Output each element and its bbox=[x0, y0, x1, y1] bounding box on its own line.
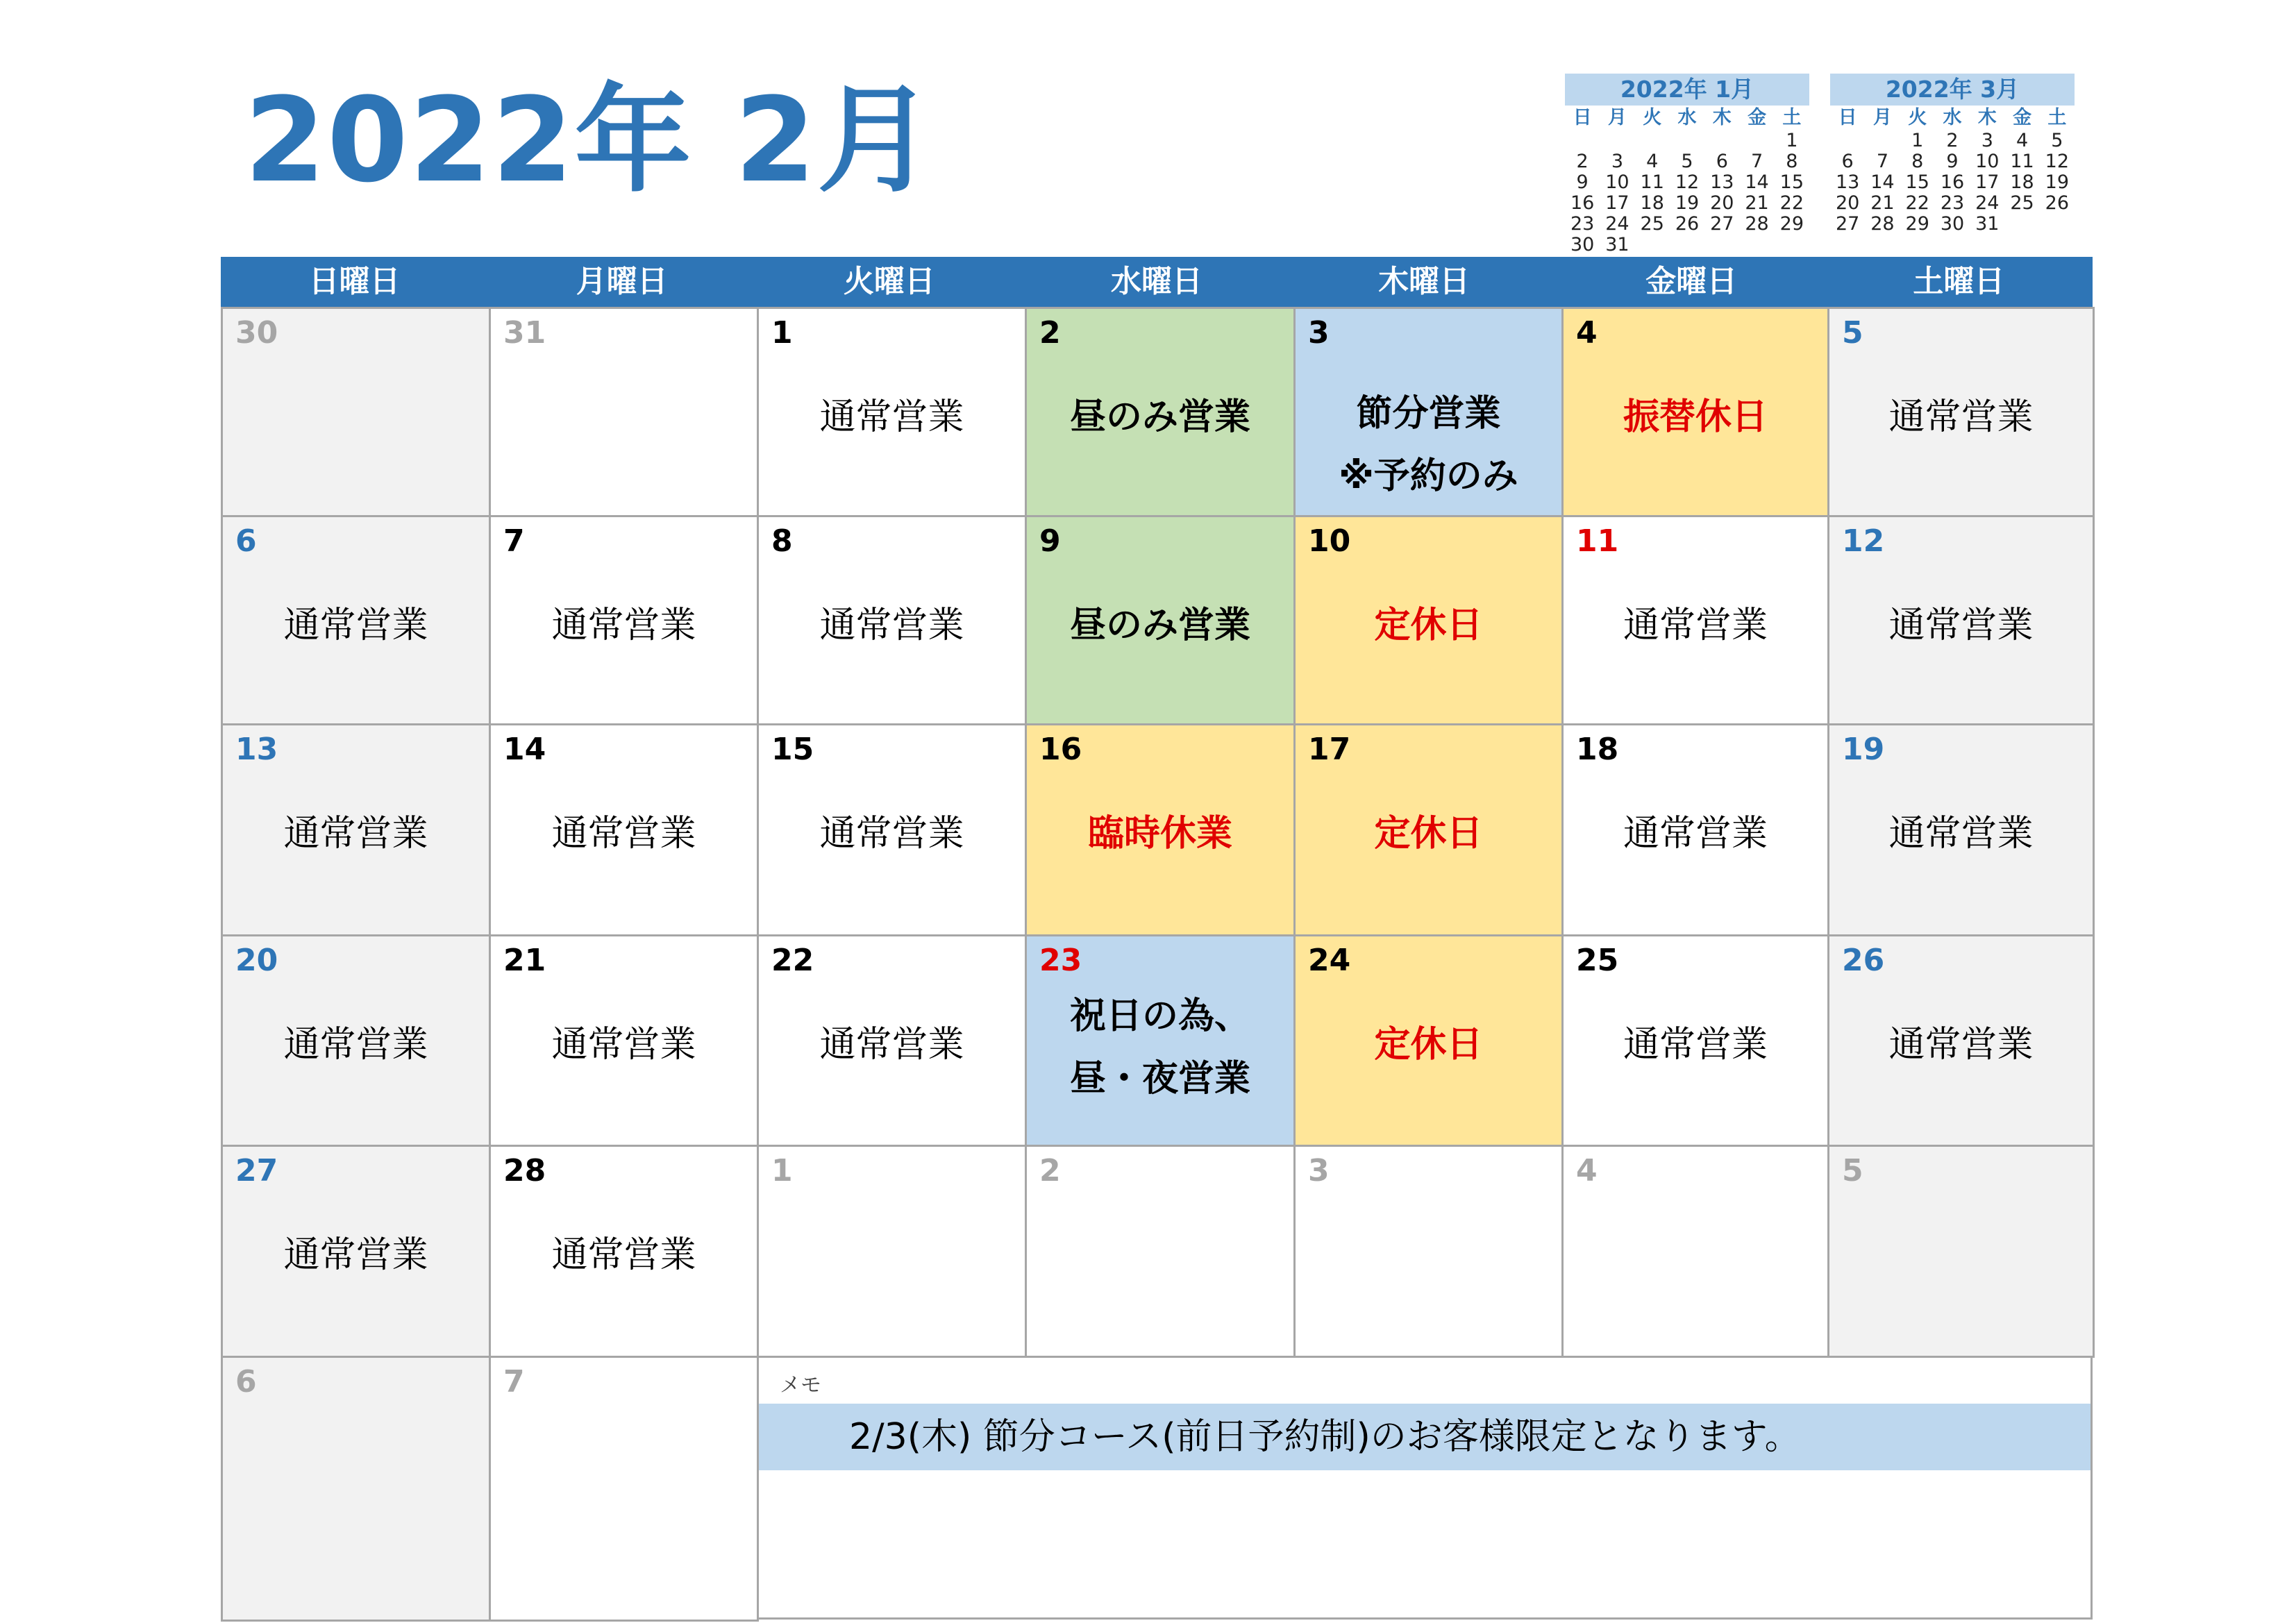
mini-day: 29 bbox=[1779, 213, 1804, 235]
day-cell[interactable] bbox=[1293, 934, 1564, 1147]
mini-day: 19 bbox=[2045, 171, 2070, 193]
mini-weekday-label: 土 bbox=[1782, 107, 1802, 128]
day-number: 2 bbox=[1039, 315, 1061, 351]
mini-day: 8 bbox=[1786, 151, 1798, 172]
day-number: 28 bbox=[503, 1153, 546, 1188]
day-number: 25 bbox=[1576, 943, 1619, 978]
day-cell[interactable] bbox=[221, 1145, 491, 1358]
day-cell[interactable] bbox=[1293, 515, 1564, 725]
day-status-line: 通常営業 bbox=[1888, 605, 2034, 646]
weekday-header bbox=[221, 257, 2093, 307]
day-status bbox=[1564, 376, 1827, 459]
day-cell[interactable] bbox=[221, 307, 491, 517]
mini-day: 21 bbox=[1745, 192, 1769, 214]
day-number: 23 bbox=[1039, 943, 1082, 978]
day-cell[interactable] bbox=[1293, 1145, 1564, 1358]
weekday-label: 土曜日 bbox=[1913, 264, 2005, 299]
mini-calendar-days bbox=[1830, 106, 2075, 235]
day-cell[interactable] bbox=[1827, 1145, 2095, 1358]
mini-day: 17 bbox=[1975, 171, 2000, 193]
day-status bbox=[223, 1213, 489, 1297]
mini-day: 14 bbox=[1745, 171, 1769, 193]
day-cell[interactable] bbox=[1561, 723, 1829, 936]
mini-weekday-label: 月 bbox=[1872, 107, 1892, 128]
day-status bbox=[1829, 376, 2093, 459]
mini-day: 7 bbox=[1876, 151, 1889, 172]
day-number: 19 bbox=[1842, 732, 1885, 767]
mini-day: 23 bbox=[1570, 213, 1595, 235]
calendar-title: 2022年 2月 bbox=[244, 72, 935, 208]
weekday-label: 日曜日 bbox=[308, 264, 401, 299]
mini-day bbox=[1670, 131, 1704, 151]
mini-day: 11 bbox=[2010, 151, 2034, 172]
day-status bbox=[491, 1213, 757, 1297]
day-status bbox=[759, 1003, 1025, 1086]
mini-day bbox=[1670, 235, 1704, 255]
day-cell[interactable] bbox=[757, 1145, 1027, 1358]
mini-day: 4 bbox=[1646, 151, 1659, 172]
weekday-label: 金曜日 bbox=[1645, 264, 1738, 299]
mini-day: 31 bbox=[1605, 234, 1629, 255]
mini-day: 27 bbox=[1835, 213, 1860, 235]
day-number: 16 bbox=[1039, 732, 1082, 767]
mini-day: 27 bbox=[1710, 213, 1734, 235]
day-status-line: 定休日 bbox=[1374, 605, 1483, 646]
day-cell[interactable] bbox=[1827, 723, 2095, 936]
mini-day: 5 bbox=[1681, 151, 1693, 172]
mini-day: 15 bbox=[1905, 171, 1929, 193]
mini-day: 15 bbox=[1779, 171, 1804, 193]
day-status-line: 通常営業 bbox=[819, 396, 964, 438]
day-status bbox=[1829, 584, 2093, 667]
day-status-line: 通常営業 bbox=[1888, 396, 2034, 438]
day-status bbox=[1296, 792, 1561, 875]
mini-day: 17 bbox=[1605, 192, 1629, 214]
day-number: 26 bbox=[1842, 943, 1885, 978]
day-status-line: 定休日 bbox=[1374, 813, 1483, 855]
day-number: 15 bbox=[771, 732, 814, 767]
day-number: 20 bbox=[235, 943, 278, 978]
day-cell[interactable] bbox=[489, 1356, 759, 1622]
day-number: 17 bbox=[1308, 732, 1351, 767]
day-number: 18 bbox=[1576, 732, 1619, 767]
day-cell[interactable] bbox=[1025, 723, 1296, 936]
mini-weekday-label: 金 bbox=[1748, 107, 1767, 128]
day-cell[interactable] bbox=[1025, 515, 1296, 725]
mini-calendar-january bbox=[1565, 74, 1809, 255]
mini-weekday-label: 木 bbox=[1712, 107, 1732, 128]
mini-day: 5 bbox=[2051, 130, 2063, 151]
day-number: 12 bbox=[1842, 523, 1885, 559]
day-status-line: 通常営業 bbox=[1888, 813, 2034, 855]
day-status bbox=[491, 1003, 757, 1086]
day-number: 3 bbox=[1308, 315, 1330, 351]
mini-day: 2 bbox=[1946, 130, 1959, 151]
mini-day: 14 bbox=[1870, 171, 1895, 193]
mini-day bbox=[1830, 131, 1865, 151]
day-cell[interactable] bbox=[1025, 307, 1296, 517]
mini-day: 23 bbox=[1940, 192, 1965, 214]
day-status bbox=[1564, 584, 1827, 667]
mini-day bbox=[1775, 235, 1809, 255]
day-number: 14 bbox=[503, 732, 546, 767]
mini-day: 12 bbox=[1675, 171, 1700, 193]
day-status bbox=[1027, 376, 1293, 459]
day-cell[interactable] bbox=[221, 1356, 491, 1622]
day-cell[interactable] bbox=[221, 723, 491, 936]
day-status-line: 昼のみ営業 bbox=[1069, 396, 1250, 438]
day-status bbox=[491, 792, 757, 875]
day-cell[interactable] bbox=[489, 934, 759, 1147]
mini-day: 6 bbox=[1841, 151, 1854, 172]
mini-day: 13 bbox=[1835, 171, 1860, 193]
day-status bbox=[759, 376, 1025, 459]
mini-weekday-label: 金 bbox=[2013, 107, 2032, 128]
mini-day: 22 bbox=[1779, 192, 1804, 214]
day-status-line: 臨時休業 bbox=[1087, 813, 1232, 855]
mini-day: 20 bbox=[1835, 192, 1860, 214]
mini-day: 31 bbox=[1975, 213, 2000, 235]
day-status-line: 通常営業 bbox=[551, 1024, 696, 1066]
mini-calendar-title: 2022年 1月 bbox=[1565, 74, 1809, 106]
mini-day: 10 bbox=[1975, 151, 2000, 172]
mini-weekday-label: 火 bbox=[1908, 107, 1927, 128]
day-status-line: 通常営業 bbox=[1623, 813, 1768, 855]
mini-day bbox=[1635, 131, 1670, 151]
day-status-line: 昼・夜営業 bbox=[1069, 1058, 1250, 1100]
mini-day bbox=[1739, 131, 1774, 151]
mini-day bbox=[1865, 131, 1900, 151]
mini-day: 24 bbox=[1975, 192, 2000, 214]
day-cell[interactable] bbox=[1293, 723, 1564, 936]
day-cell[interactable] bbox=[757, 515, 1027, 725]
mini-day: 25 bbox=[2010, 192, 2034, 214]
day-status bbox=[491, 584, 757, 667]
mini-weekday-label: 日 bbox=[1573, 107, 1592, 128]
day-cell[interactable] bbox=[1025, 1145, 1296, 1358]
day-number: 24 bbox=[1308, 943, 1351, 978]
mini-calendar-days bbox=[1565, 106, 1809, 255]
day-cell[interactable] bbox=[221, 515, 491, 725]
day-status bbox=[759, 792, 1025, 875]
mini-day: 18 bbox=[1640, 192, 1664, 214]
day-status-line: 通常営業 bbox=[283, 813, 428, 855]
day-status-line: 定休日 bbox=[1374, 1024, 1483, 1066]
day-cell[interactable] bbox=[489, 307, 759, 517]
day-status bbox=[1564, 792, 1827, 875]
day-status-line: 振替休日 bbox=[1623, 396, 1768, 438]
day-status bbox=[1564, 1003, 1827, 1086]
day-status bbox=[1027, 792, 1293, 875]
day-cell[interactable] bbox=[757, 307, 1027, 517]
day-status bbox=[1296, 1003, 1561, 1086]
weekday-label: 木曜日 bbox=[1378, 264, 1470, 299]
day-number: 31 bbox=[503, 315, 546, 351]
day-status-line: 節分営業 bbox=[1356, 393, 1501, 435]
mini-weekday-label: 日 bbox=[1838, 107, 1857, 128]
day-number: 7 bbox=[503, 523, 525, 559]
mini-day: 12 bbox=[2045, 151, 2070, 172]
mini-day: 16 bbox=[1570, 192, 1595, 214]
mini-weekday-label: 水 bbox=[1943, 107, 1962, 128]
day-cell[interactable] bbox=[1561, 934, 1829, 1147]
day-cell[interactable] bbox=[1025, 934, 1296, 1147]
day-number: 21 bbox=[503, 943, 546, 978]
mini-weekday-label: 水 bbox=[1677, 107, 1697, 128]
calendar-grid bbox=[221, 307, 2093, 1620]
day-cell[interactable] bbox=[1827, 307, 2095, 517]
mini-day bbox=[1635, 235, 1670, 255]
mini-calendar-title: 2022年 3月 bbox=[1830, 74, 2075, 106]
mini-day bbox=[1704, 131, 1739, 151]
day-status-line: 通常営業 bbox=[551, 1234, 696, 1276]
mini-day bbox=[1600, 131, 1634, 151]
day-cell[interactable] bbox=[1827, 934, 2095, 1147]
day-number: 1 bbox=[771, 1153, 793, 1188]
day-cell[interactable] bbox=[1561, 1145, 1829, 1358]
mini-day: 7 bbox=[1750, 151, 1763, 172]
mini-day: 28 bbox=[1745, 213, 1769, 235]
mini-day: 30 bbox=[1940, 213, 1965, 235]
day-number: 9 bbox=[1039, 523, 1061, 559]
day-cell[interactable] bbox=[1561, 515, 1829, 725]
day-status-line: 昼のみ営業 bbox=[1069, 605, 1250, 646]
mini-day bbox=[1565, 131, 1600, 151]
day-cell[interactable] bbox=[489, 723, 759, 936]
mini-day: 16 bbox=[1940, 171, 1965, 193]
day-status bbox=[223, 584, 489, 667]
mini-day: 9 bbox=[1576, 171, 1589, 193]
memo-label: メモ bbox=[780, 1373, 821, 1397]
day-number: 6 bbox=[235, 1364, 257, 1399]
day-status-line: 祝日の為、 bbox=[1069, 995, 1250, 1037]
mini-day: 11 bbox=[1640, 171, 1664, 193]
day-number: 4 bbox=[1576, 315, 1598, 351]
day-number: 4 bbox=[1576, 1153, 1598, 1188]
mini-day: 13 bbox=[1710, 171, 1734, 193]
day-cell[interactable] bbox=[221, 934, 491, 1147]
mini-weekday-label: 火 bbox=[1643, 107, 1662, 128]
day-number: 6 bbox=[235, 523, 257, 559]
day-status-line: 通常営業 bbox=[819, 1024, 964, 1066]
day-number: 3 bbox=[1308, 1153, 1330, 1188]
day-number: 1 bbox=[771, 315, 793, 351]
day-number: 11 bbox=[1576, 523, 1619, 559]
mini-day bbox=[2004, 214, 2039, 235]
day-status-line: 通常営業 bbox=[283, 1024, 428, 1066]
mini-day: 20 bbox=[1710, 192, 1734, 214]
mini-weekday-label: 土 bbox=[2047, 107, 2067, 128]
day-number: 27 bbox=[235, 1153, 278, 1188]
mini-day: 22 bbox=[1905, 192, 1929, 214]
mini-day: 6 bbox=[1716, 151, 1728, 172]
mini-day: 8 bbox=[1911, 151, 1924, 172]
day-cell[interactable] bbox=[757, 723, 1027, 936]
mini-day: 3 bbox=[1611, 151, 1624, 172]
day-status-line: 通常営業 bbox=[283, 1234, 428, 1276]
mini-day: 21 bbox=[1870, 192, 1895, 214]
day-status bbox=[1829, 792, 2093, 875]
day-status bbox=[223, 792, 489, 875]
mini-day: 30 bbox=[1570, 234, 1595, 255]
memo-note: 2/3(木) 節分コース(前日予約制)のお客様限定となります。 bbox=[759, 1404, 2090, 1470]
mini-weekday-label: 木 bbox=[1977, 107, 1997, 128]
mini-day bbox=[2040, 214, 2075, 235]
month-calendar bbox=[221, 257, 2093, 1620]
day-cell[interactable] bbox=[489, 1145, 759, 1358]
day-status-line: 通常営業 bbox=[551, 605, 696, 646]
mini-day: 4 bbox=[2016, 130, 2029, 151]
day-number: 2 bbox=[1039, 1153, 1061, 1188]
day-status bbox=[1829, 1003, 2093, 1086]
day-number: 10 bbox=[1308, 523, 1351, 559]
mini-weekday-label: 月 bbox=[1607, 107, 1627, 128]
day-cell[interactable] bbox=[1561, 307, 1829, 517]
day-status-line: 通常営業 bbox=[1623, 1024, 1768, 1066]
day-number: 8 bbox=[771, 523, 793, 559]
weekday-label: 月曜日 bbox=[576, 264, 668, 299]
day-number: 5 bbox=[1842, 1153, 1863, 1188]
day-status bbox=[1027, 584, 1293, 667]
weekday-label: 火曜日 bbox=[843, 264, 935, 299]
day-cell[interactable] bbox=[1293, 307, 1564, 517]
day-number: 7 bbox=[503, 1364, 525, 1399]
day-status bbox=[223, 1003, 489, 1086]
mini-day: 19 bbox=[1675, 192, 1700, 214]
day-status-line: 通常営業 bbox=[819, 605, 964, 646]
day-cell[interactable] bbox=[1827, 515, 2095, 725]
mini-day bbox=[1739, 235, 1774, 255]
day-cell[interactable] bbox=[489, 515, 759, 725]
memo-area[interactable] bbox=[757, 1356, 2093, 1620]
day-status-line: 通常営業 bbox=[819, 813, 964, 855]
day-cell[interactable] bbox=[757, 934, 1027, 1147]
mini-day: 26 bbox=[2045, 192, 2070, 214]
day-status-line: 通常営業 bbox=[1888, 1024, 2034, 1066]
mini-day: 1 bbox=[1786, 130, 1798, 151]
day-status bbox=[1296, 584, 1561, 667]
mini-day: 25 bbox=[1640, 213, 1664, 235]
mini-day: 18 bbox=[2010, 171, 2034, 193]
mini-day: 1 bbox=[1911, 130, 1924, 151]
mini-day: 26 bbox=[1675, 213, 1700, 235]
weekday-label: 水曜日 bbox=[1110, 264, 1203, 299]
mini-day bbox=[1704, 235, 1739, 255]
day-status-line: 通常営業 bbox=[283, 605, 428, 646]
mini-day: 9 bbox=[1946, 151, 1959, 172]
day-status bbox=[1027, 964, 1293, 1131]
day-status bbox=[759, 584, 1025, 667]
day-number: 5 bbox=[1842, 315, 1863, 351]
mini-day: 3 bbox=[1981, 130, 1993, 151]
day-number: 22 bbox=[771, 943, 814, 978]
mini-calendar-march bbox=[1830, 74, 2075, 235]
mini-day: 10 bbox=[1605, 171, 1629, 193]
mini-day: 29 bbox=[1905, 213, 1929, 235]
day-status-line: ※予約のみ bbox=[1339, 455, 1518, 497]
mini-day: 2 bbox=[1576, 151, 1589, 172]
day-number: 30 bbox=[235, 315, 278, 351]
day-status-line: 通常営業 bbox=[551, 813, 696, 855]
day-number: 13 bbox=[235, 732, 278, 767]
mini-day: 28 bbox=[1870, 213, 1895, 235]
mini-day: 24 bbox=[1605, 213, 1629, 235]
day-status-line: 通常営業 bbox=[1623, 605, 1768, 646]
